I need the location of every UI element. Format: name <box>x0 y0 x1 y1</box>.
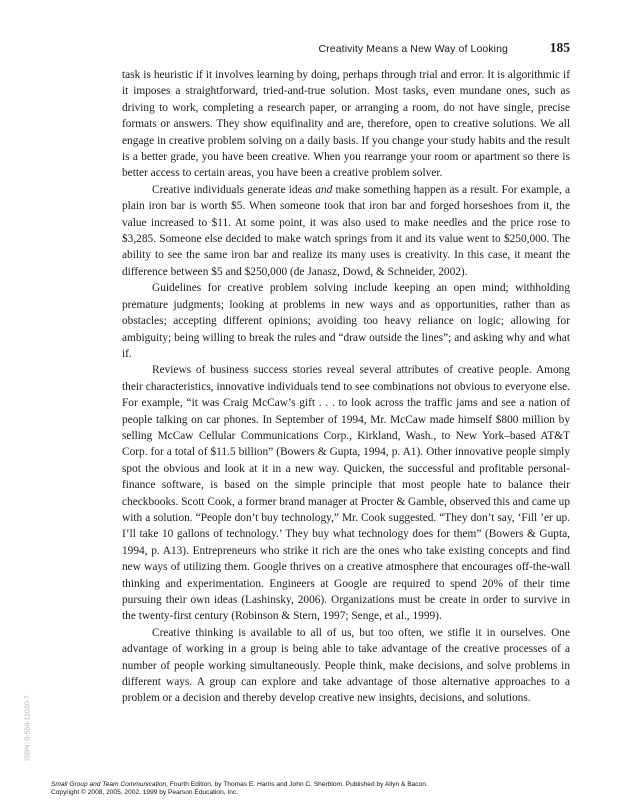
footer-line-1 <box>51 781 591 789</box>
paragraph-5: Creative thinking is available to all of us, but too often, we stifle it in ourselves. One advantage of working in a group is being able to take advantage of the creative processes of a number of people working simultaneously. People think, make decisions, and solve problems in different ways. A group can explore and take advantage of those alternative approaches to a problem or a decision and thereby develop creative new insights, decisions, and solutions. <box>122 626 570 705</box>
paragraph-1: task is heuristic if it involves learning by doing, perhaps through trial and error. It is algorithmic if it imposes a straightforward, tried-and-true solution. Most tasks, even mundane ones, such as driving to work, completing a research paper, or arranging a room, do not have single, precise formats or answers. They show equifinality and are, therefore, open to creative solutions. We all engage in creative problem solving on a daily basis. If you change your study habits and the result is a better grade, you have been creative. When you rearrange your room or apartment so there is better access to certain areas, you have been a creative problem solver. <box>122 69 570 180</box>
paragraph-3: Guidelines for creative problem solving include keeping an open mind; withholding premature judgments; looking at problems in new ways and as opportunities, rather than as obstacles; accepting different opinions; avoiding too heavy reliance on logic; allowing for ambiguity; being willing to break the rules and “draw outside the lines”; and asking why and what if. <box>122 282 570 360</box>
footer-copyright: Copyright © 2008, 2005, 2002, 1999 by Pearson Education, Inc. <box>51 789 239 796</box>
copyright-footer <box>51 781 591 797</box>
footer-book-title: Small Group and Team Communication, <box>51 781 169 788</box>
body-text <box>122 67 570 707</box>
paragraph-2: Creative individuals generate ideas and make something happen as a result. For example, a plain iron bar is worth $5. When someone took that iron bar and forged horseshoes from it, the value increased to $11. At some point, it was also used to make needles and the price rose to $3,285. Someone else decided to make watch springs from it and its value went to $250,000. The ability to see the same iron bar and realize its many uses is creativity. In this case, it meant the difference between $5 and $250,000 (de Janasz, Dowd, & Schneider, 2002). <box>122 183 571 278</box>
emphasis-and: and <box>315 183 333 196</box>
running-header <box>122 40 570 58</box>
page-number: 185 <box>549 40 570 55</box>
paragraph-4: Reviews of business success stories reveal several attributes of creative people. Among their characteristics, innovative individuals tend to see combinations not obvious to everyone else. For example, “it was Craig McCaw’s gift . . . to look across the traffic jams and see a nation of people talking on car phones. In September of 1994, Mr. McCaw made himself $800 million by selling McCaw Cellular Communications Corp., Kirkland, Wash., to New York–based AT&T Corp. for a total of $11.5 billion” (Bowers & Gupta, 1994, p. A1). Other innovative people simply spot the obvious and look at it in a new way. Quicken, the successful and profitable personal-finance software, is based on the simple principle that most people hate to balance their checkbooks. Scott Cook, a former brand manager at Procter & Gamble, observed this and came up with a solution. “People don’t buy technology,” Mr. Cook suggested. “They don’t say, ‘Fill ’er up. I’ll take 10 gallons of technology.’ They buy what technology does for them” (Bowers & Gupta, 1994, p. A13). Entrepreneurs who strike it rich are the ones who take existing concepts and find new ways of utilizing them. Google thrives on a creative atmosphere that encourages off-the-wall thinking and experimentation. Engineers at Google are required to spend 20% of their time pursuing their own ideas (Lashinsky, 2006). Organizations must be create in order to survive in the twenty-first century (Robinson & Stern, 1997; Senge, et al., 1999). <box>122 364 570 623</box>
section-title: Creativity Means a New Way of Looking <box>318 43 508 55</box>
isbn-margin-note: ISBN: 0-558-11030-7 <box>24 695 32 761</box>
footer-publication: Fourth Edition, by Thomas E. Harris and John C. Sherblom. Published by Allyn & Bacon. <box>168 781 428 788</box>
